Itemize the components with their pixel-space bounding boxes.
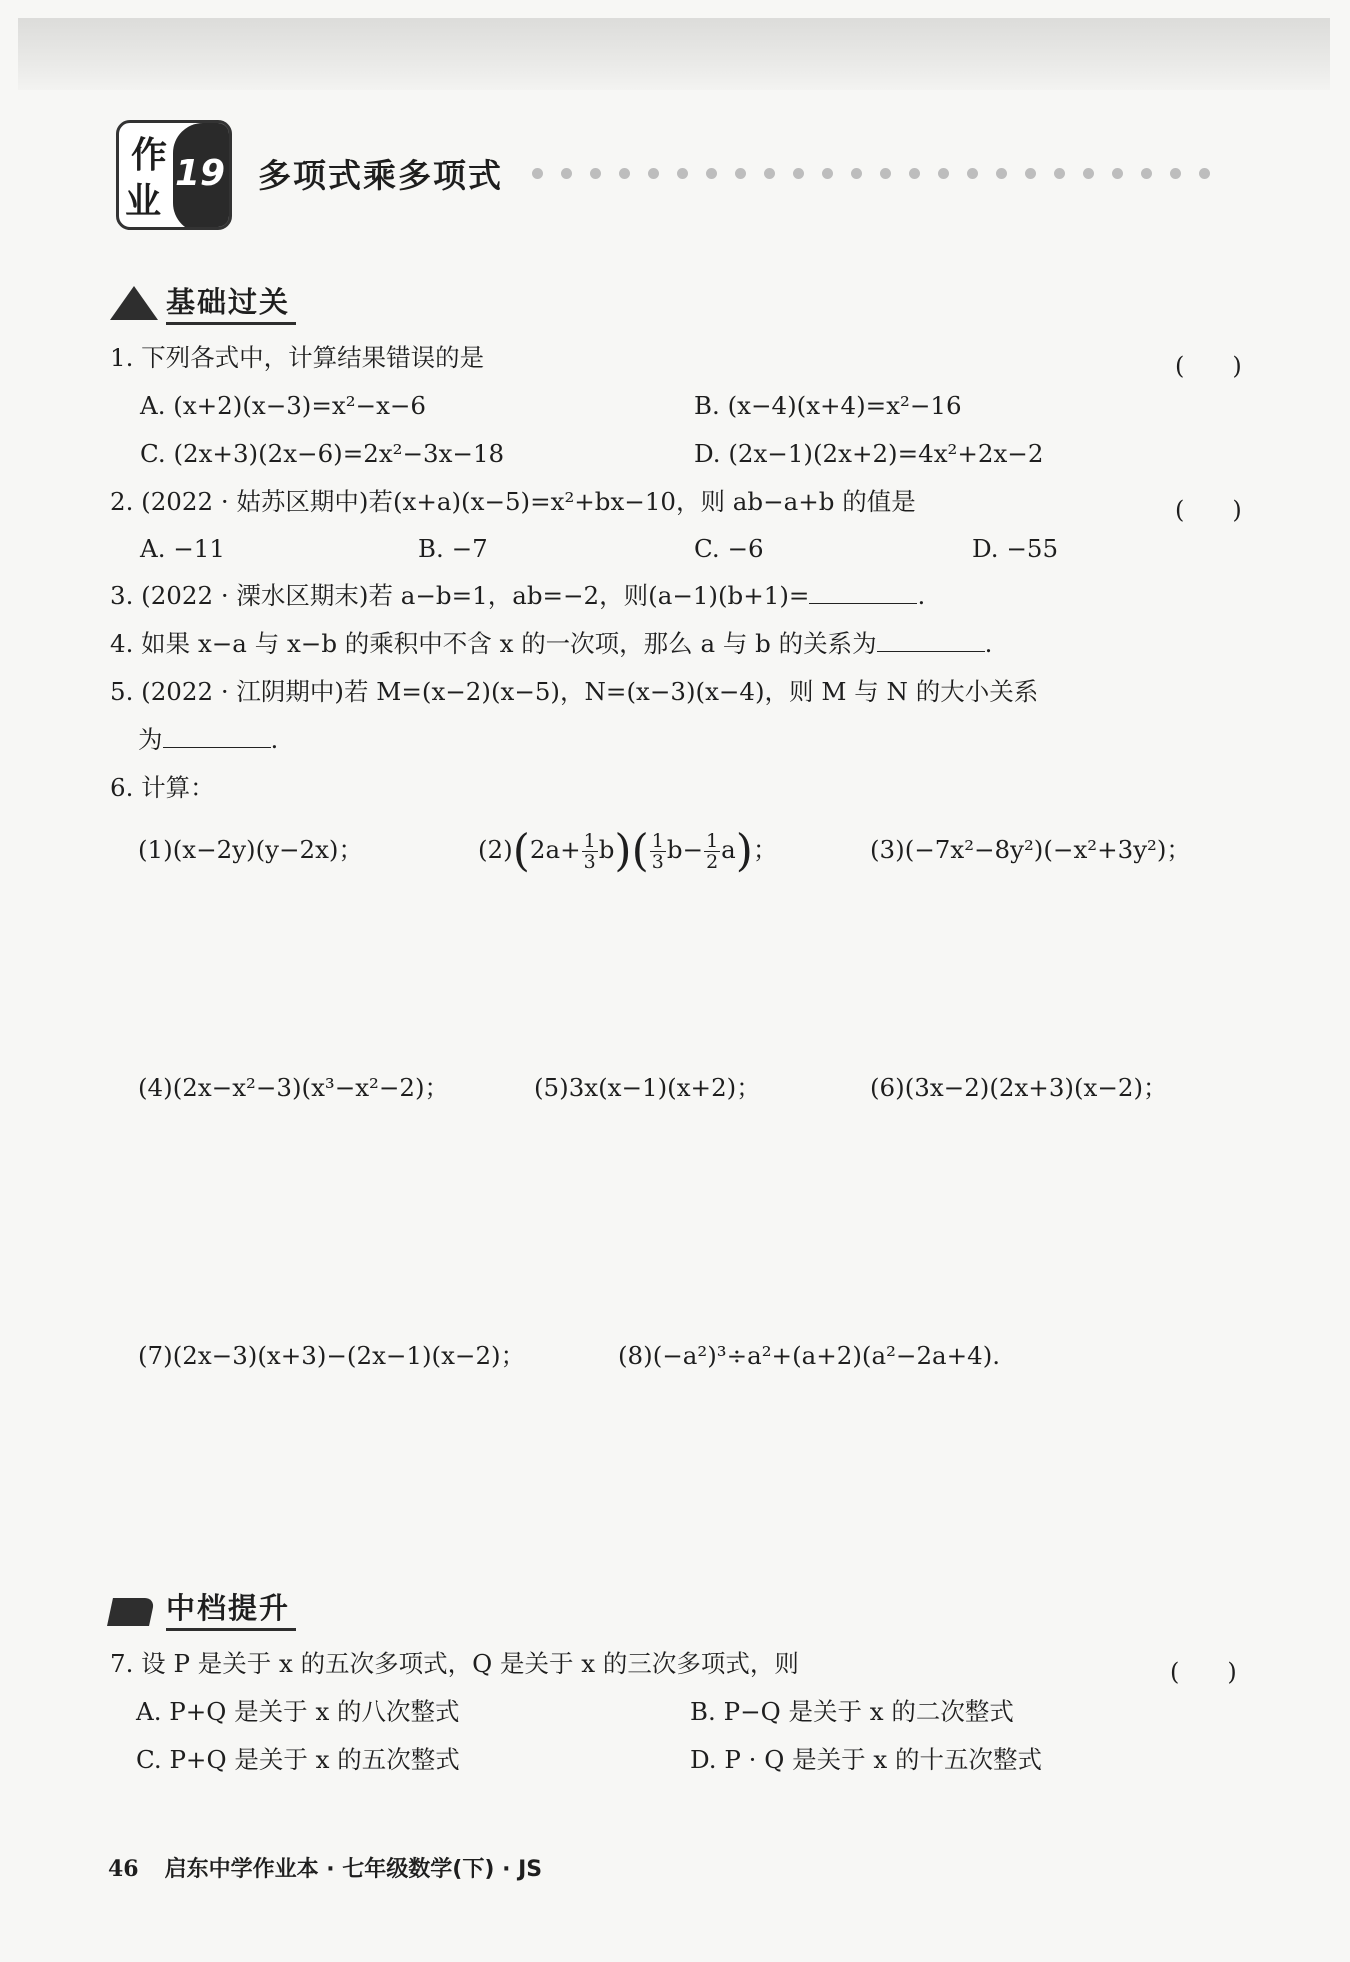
q7-option-d: D. P · Q 是关于 x 的十五次整式 xyxy=(690,1745,1042,1774)
q6-stem: 6. 计算： xyxy=(110,773,215,802)
badge-char-zuo: 作 xyxy=(131,135,168,176)
q2-answer-paren: ( ) xyxy=(1175,496,1242,524)
q6-p2-prefix: (2) xyxy=(478,835,513,864)
q5-wei: 为 xyxy=(138,725,163,754)
q6-part-5: (5)3x(x−1)(x+2)； xyxy=(534,1073,761,1102)
q3-line xyxy=(110,580,925,612)
section-block-icon xyxy=(107,1598,155,1626)
q7-option-b: B. P−Q 是关于 x 的二次整式 xyxy=(690,1697,1014,1726)
q6-part-4: (4)(2x−x²−3)(x³−x²−2)； xyxy=(138,1073,450,1102)
q4-stem: 4. 如果 x−a 与 x−b 的乘积中不含 x 的一次项，那么 a 与 b 的关系为 xyxy=(110,629,877,658)
section-basic xyxy=(110,280,330,320)
q6-p2-a: 2a+ xyxy=(529,835,581,864)
q2-option-b: B. −7 xyxy=(418,534,488,563)
q2-option-c: C. −6 xyxy=(694,534,764,563)
q6-part-2: (2)(2a+ $\frac{1}{3}$ b)( $\frac{1}{3}$ b− $\frac{1}{2}$ a)； xyxy=(478,825,778,877)
section-middle-label: 中档提升 xyxy=(166,1586,296,1631)
fraction-one-third: $\frac{1}{3}$ xyxy=(583,830,596,873)
q6-part-7: (7)(2x−3)(x+3)−(2x−1)(x−2)； xyxy=(138,1341,526,1370)
q1-answer-paren: ( ) xyxy=(1175,352,1242,380)
q1-option-a: A. (x+2)(x−3)=x²−x−6 xyxy=(140,391,426,420)
q7-answer-paren: ( ) xyxy=(1170,1658,1237,1686)
page-number: 46 xyxy=(108,1856,139,1882)
q1-option-c: C. (2x+3)(2x−6)=2x²−3x−18 xyxy=(140,439,505,468)
page-title: 多项式乘多项式 xyxy=(258,156,503,195)
q3-stem: 3. (2022 · 溧水区期末)若 a−b=1，ab=−2，则(a−1)(b+1)= xyxy=(110,581,810,610)
q6-p2-suffix: ； xyxy=(752,835,778,864)
q5-line2 xyxy=(138,724,278,756)
q2-option-d: D. −55 xyxy=(972,534,1059,563)
footer-book-title: 启东中学作业本 · 七年级数学(下) · JS xyxy=(164,1857,543,1882)
page-footer xyxy=(108,1852,542,1883)
fraction-one-half: $\frac{1}{2}$ xyxy=(706,830,719,873)
q4-end: . xyxy=(984,629,993,658)
q1-stem: 1. 下列各式中，计算结果错误的是 xyxy=(110,343,485,372)
q5-stem: 5. (2022 · 江阴期中)若 M=(x−2)(x−5)，N=(x−3)(x−4)，则 M 与 N 的大小关系 xyxy=(110,677,1039,706)
q6-p2-b2: b− xyxy=(666,835,704,864)
title-dot-divider xyxy=(532,168,1210,179)
q6-part-3: (3)(−7x²−8y²)(−x²+3y²)； xyxy=(870,835,1191,864)
q4-line xyxy=(110,628,992,660)
q6-part-6: (6)(3x−2)(2x+3)(x−2)； xyxy=(870,1073,1168,1102)
top-scan-band xyxy=(18,18,1330,90)
q6-part-1: (1)(x−2y)(y−2x)； xyxy=(138,835,363,864)
q6-part-8: (8)(−a²)³÷a²+(a+2)(a²−2a+4). xyxy=(618,1341,1001,1370)
q5-answer-blank[interactable] xyxy=(163,725,271,748)
q6-p2-b1: b xyxy=(598,835,615,864)
badge-number: 19 xyxy=(175,153,226,194)
q4-answer-blank[interactable] xyxy=(877,629,985,652)
q3-answer-blank[interactable] xyxy=(809,581,917,604)
q3-end: . xyxy=(917,581,926,610)
section-triangle-icon xyxy=(110,286,158,320)
section-middle xyxy=(110,1586,330,1626)
q5-end: . xyxy=(270,725,279,754)
q1-option-d: D. (2x−1)(2x+2)=4x²+2x−2 xyxy=(694,439,1044,468)
left-paren-large: ( xyxy=(512,825,530,877)
q2-stem: 2. (2022 · 姑苏区期中)若(x+a)(x−5)=x²+bx−10，则 ab−a+b 的值是 xyxy=(110,487,916,516)
homework-badge xyxy=(116,120,232,230)
q1-option-b: B. (x−4)(x+4)=x²−16 xyxy=(694,391,962,420)
q2-option-a: A. −11 xyxy=(140,534,225,563)
q6-p2-a2: a xyxy=(721,835,736,864)
section-basic-label: 基础过关 xyxy=(166,280,296,325)
q7-option-c: C. P+Q 是关于 x 的五次整式 xyxy=(136,1745,460,1774)
q7-option-a: A. P+Q 是关于 x 的八次整式 xyxy=(136,1697,460,1726)
badge-char-ye: 业 xyxy=(125,181,162,222)
fraction-one-third-2: $\frac{1}{3}$ xyxy=(651,830,664,873)
q7-stem: 7. 设 P 是关于 x 的五次多项式，Q 是关于 x 的三次多项式，则 xyxy=(110,1649,799,1678)
